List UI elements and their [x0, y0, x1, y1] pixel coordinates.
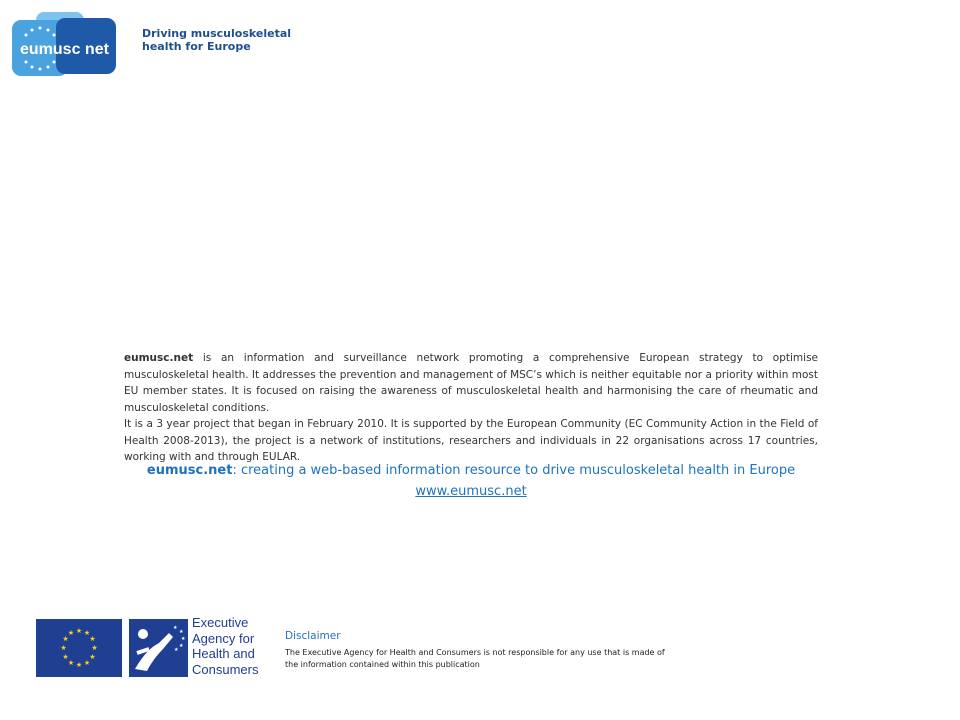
svg-text:★: ★	[67, 629, 75, 637]
mission-statement	[124, 463, 818, 478]
disclaimer-text: The Executive Agency for Health and Consumers is not responsible for any use that is made of the information contained within this publication	[285, 648, 665, 669]
paragraph-1	[124, 350, 818, 416]
eumusc-logo	[10, 10, 140, 82]
svg-text:★: ★	[83, 659, 91, 667]
tagline-line-1: Driving musculoskeletal	[142, 27, 292, 40]
disclaimer-title: Disclaimer	[285, 630, 341, 642]
svg-text:★: ★	[60, 644, 67, 652]
svg-text:★: ★	[179, 629, 184, 635]
paragraph-1-text: is an information and surveillance network promoting a comprehensive European strategy to optimise musculoskeletal health. It addresses the prevention and management of MSC’s which is neither equitable nor a priority within most EU member states. It is focused on raising the awareness of musculoskeletal health and harmonising the care of rheumatic and musculoskeletal conditions.	[124, 352, 818, 414]
agency-line-4: Consumers	[192, 661, 259, 677]
paragraph-2: It is a 3 year project that began in February 2010. It is supported by the European Community (EC Community Action in the Field of Health 2008-2013), the project is a network of institutions, researchers and individuals in 22 organisations across 17 countries, working with and through EULAR.	[124, 418, 818, 463]
svg-text:★: ★	[83, 629, 91, 637]
svg-text:★: ★	[62, 653, 69, 661]
eu-flag-icon	[36, 619, 122, 677]
agency-emblem-icon	[129, 619, 188, 677]
svg-text:★: ★	[67, 659, 75, 667]
tagline-line-2: health for Europe	[142, 40, 251, 53]
svg-text:★: ★	[181, 636, 186, 642]
svg-text:★: ★	[173, 625, 178, 631]
agency-name	[192, 615, 272, 677]
agency-line-3: Health and	[192, 646, 255, 661]
header-tagline	[142, 27, 292, 53]
svg-text:★: ★	[174, 647, 179, 653]
website-link[interactable]: www.eumusc.net	[415, 484, 527, 499]
svg-text:★: ★	[89, 635, 96, 643]
svg-text:★: ★	[179, 643, 184, 649]
agency-line-2: Agency for	[192, 630, 255, 646]
svg-text:★: ★	[62, 635, 69, 643]
svg-text:★: ★	[75, 661, 83, 669]
mission-text: : creating a web-based information resource to drive musculoskeletal health in Europe	[232, 463, 796, 478]
svg-text:★: ★	[91, 644, 98, 652]
paragraph-1-bold: eumusc.net	[124, 352, 194, 364]
description	[124, 350, 818, 466]
svg-text:★: ★	[89, 653, 96, 661]
mission-bold: eumusc.net	[146, 463, 233, 478]
logo-text: eumusc net	[20, 41, 109, 58]
agency-line-1: Executive	[192, 615, 249, 630]
svg-text:★: ★	[75, 627, 83, 635]
